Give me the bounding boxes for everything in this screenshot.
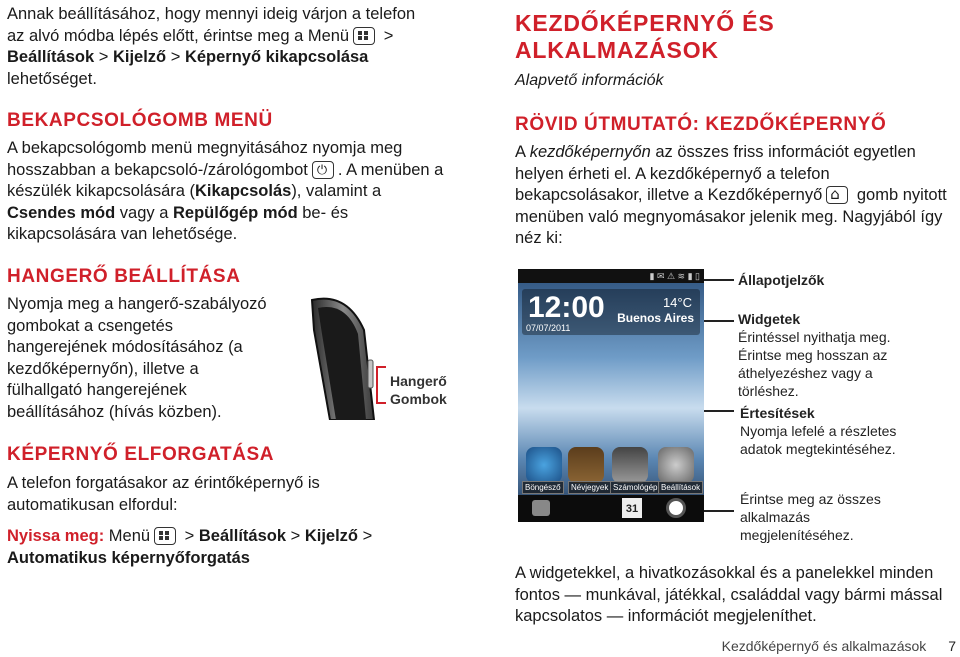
phone-side-graphic — [302, 290, 382, 420]
widgets-callout — [738, 310, 898, 400]
quick-start-section — [515, 114, 955, 250]
menu-icon — [353, 27, 375, 45]
status-bar: ▮ ✉ ⚠ ≋ ▮ ▯ — [518, 269, 704, 283]
page-title-line2: ALKALMAZÁSOK — [515, 37, 719, 63]
contacts-app-icon — [568, 447, 604, 483]
home-screen-image — [518, 269, 704, 522]
weather-city: Buenos Aires — [617, 311, 694, 325]
notif-callout-body: Nyomja lefelé a részletes adatok megtekintéséhez. — [740, 423, 897, 457]
rotation-path: Nyissa meg: Menü > Beállítások > Kijelző > Automatikus képernyőforgatás — [7, 527, 373, 567]
volume-body: Nyomja meg a hangerő-szabályozó gombokat a csengetés hangerejének módosításához (a kezdőképernyőn), illetve a fülhallgató hangerejének beállításához (hívás közben). — [7, 295, 267, 421]
home-key-icon — [826, 186, 848, 204]
quick-start-heading: RÖVID ÚTMUTATÓ: KEZDŐKÉPERNYŐ — [515, 114, 887, 135]
widgets-leader-line — [704, 320, 734, 322]
volume-section — [7, 266, 307, 423]
apps-callout — [740, 490, 890, 544]
closing-paragraph: A widgetekkel, a hivatkozásokkal és a panelekkel minden fontos — munkával, játékkal, családdal vagy bármi mással kapcsolatos — információt megjeleníthet. — [515, 564, 943, 625]
app-label-settings: Beállítások — [658, 481, 703, 494]
footer-section: Kezdőképernyő és alkalmazások — [721, 638, 927, 654]
page-number: 7 — [948, 638, 956, 654]
rotation-body: A telefon forgatásakor az érintőképernyő is automatikusan elfordul: — [7, 474, 320, 514]
page-subtitle: Alapvető információk — [515, 72, 664, 89]
volume-callout-line1: Hangerő — [390, 373, 447, 389]
rotation-heading: KÉPERNYŐ ELFORGATÁSA — [7, 444, 275, 465]
apps-callout-body: Érintse meg az összes alkalmazás megjelenítéséhez. — [740, 491, 881, 543]
notif-leader-line — [704, 410, 734, 412]
status-callout — [738, 271, 824, 289]
status-leader-line — [704, 279, 734, 281]
notif-callout — [740, 404, 905, 458]
settings-app-icon — [658, 447, 694, 483]
volume-callout-line2: Gombok — [390, 391, 447, 407]
camera-icon — [532, 500, 550, 516]
calculator-app-icon — [612, 447, 648, 483]
volume-heading: HANGERŐ BEÁLLÍTÁSA — [7, 266, 241, 287]
right-header — [515, 10, 935, 90]
left-column — [7, 4, 437, 90]
weather-temp: 14°C — [662, 295, 692, 310]
rotation-section — [7, 444, 447, 569]
clock-time: 12:00 — [528, 291, 605, 324]
widgets-callout-body: Érintéssel nyithatja meg. Érintse meg hosszan az áthelyezéshez vagy a törléshez. — [738, 329, 891, 399]
volume-bracket — [376, 366, 386, 404]
power-menu-heading: BEKAPCSOLÓGOMB MENÜ — [7, 110, 273, 131]
dock-bar — [518, 495, 704, 522]
app-label-contacts: Névjegyek — [568, 481, 611, 494]
find-it-label: Nyissa meg: — [7, 527, 105, 545]
notif-callout-title: Értesítések — [740, 405, 815, 421]
clock-date: 07/07/2011 — [526, 323, 571, 333]
page-title-line1: KEZDŐKÉPERNYŐ ÉS — [515, 10, 775, 36]
browser-app-icon — [526, 447, 562, 483]
status-callout-title: Állapotjelzők — [738, 272, 825, 288]
power-menu-section — [7, 110, 447, 246]
widgets-callout-title: Widgetek — [738, 311, 801, 327]
app-tray-icon — [666, 498, 686, 518]
power-button-icon — [312, 161, 334, 179]
phone-side-image — [302, 290, 382, 420]
intro-paragraph: Annak beállításához, hogy mennyi ideig várjon a telefon az alvó módba lépés előtt, érintse meg a Menü > Beállítások > Kijelző > Képernyő kikapcsolása lehetőséget. — [7, 5, 416, 88]
calendar-icon — [622, 498, 642, 518]
menu-icon-2 — [154, 527, 176, 545]
apps-leader-line — [704, 510, 734, 512]
app-label-calculator: Számológép — [610, 481, 660, 494]
volume-callout — [390, 372, 447, 408]
calendar-day: 31 — [625, 503, 639, 515]
app-label-browser: Böngésző — [522, 481, 564, 494]
footer — [700, 638, 956, 654]
clock-widget — [522, 289, 700, 335]
power-menu-body: A bekapcsológomb menü megnyitásához nyomja meg hosszabban a bekapcsoló-/zárológombot⏻ . A menüben a készülék kikapcsolására (Kikapcsolás), valamint a Csendes mód vagy a Repülőgép mód be- és kikapcsolására van lehetősége. — [7, 138, 447, 246]
quick-start-body: A kezdőképernyőn az összes friss információt egyetlen helyen érheti el. A kezdőképernyő a telefon bekapcsolásakor, illetve a Kezdőképernyő⌂ gomb nyitott menüben való megnyomásakor jelenik meg. Nagyjából így néz ki: — [515, 142, 955, 250]
